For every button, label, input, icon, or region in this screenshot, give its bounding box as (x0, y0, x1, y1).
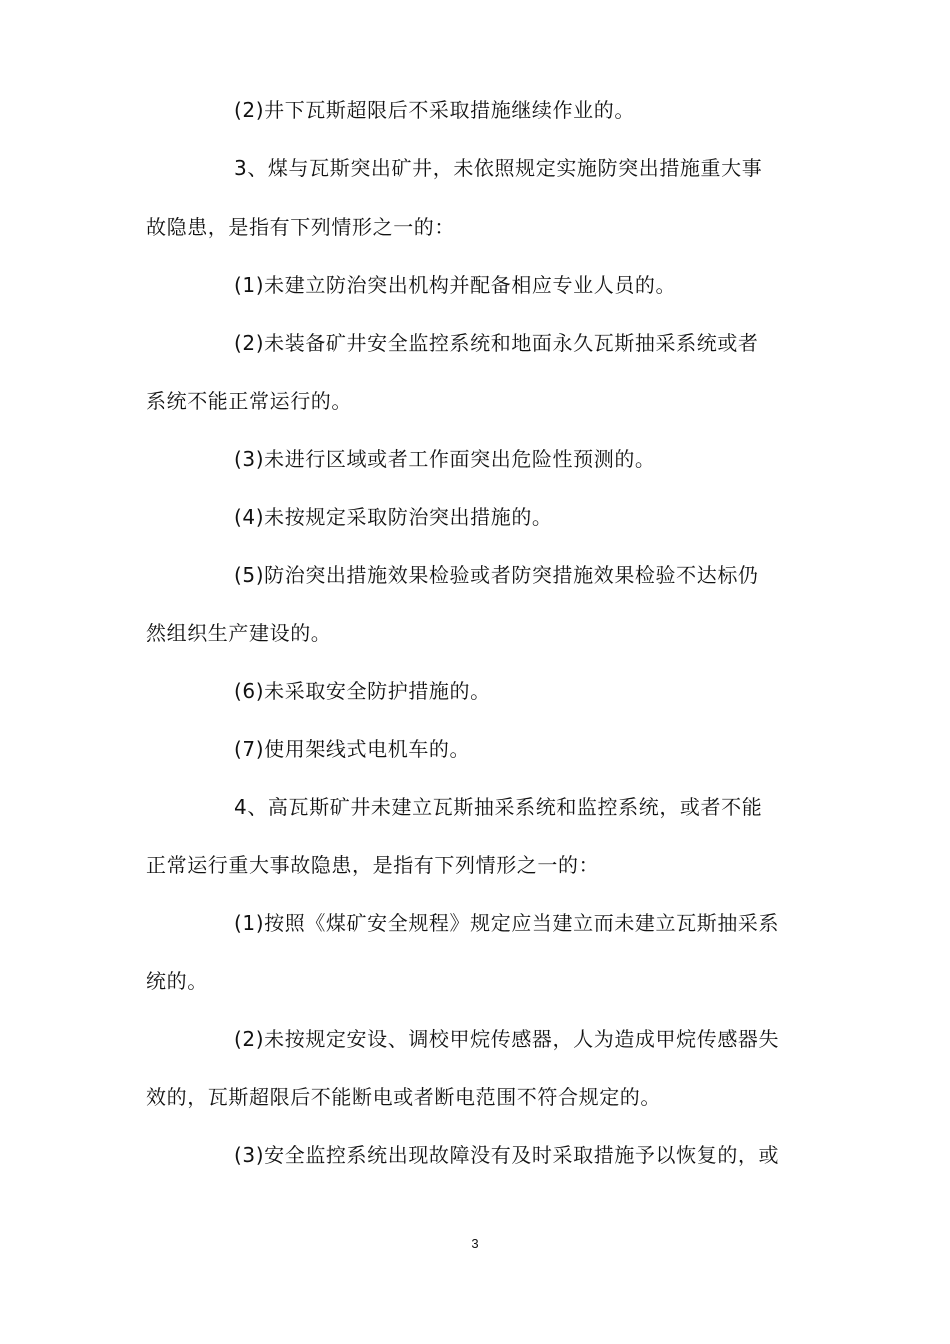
text-line: (2)井下瓦斯超限后不采取措施继续作业的。 (234, 98, 635, 122)
text-line: 系统不能正常运行的。 (146, 389, 352, 413)
text-line: (1)按照《煤矿安全规程》规定应当建立而未建立瓦斯抽采系 (234, 911, 780, 935)
text-line: 4、高瓦斯矿井未建立瓦斯抽采系统和监控系统，或者不能 (234, 795, 763, 819)
text-line: 效的，瓦斯超限后不能断电或者断电范围不符合规定的。 (146, 1085, 661, 1109)
text-line: 3、煤与瓦斯突出矿井，未依照规定实施防突出措施重大事 (234, 156, 763, 180)
text-line: (3)安全监控系统出现故障没有及时采取措施予以恢复的，或 (234, 1143, 780, 1167)
text-line: 正常运行重大事故隐患，是指有下列情形之一的： (146, 853, 600, 877)
text-line: (2)未按规定安设、调校甲烷传感器，人为造成甲烷传感器失 (234, 1027, 780, 1051)
text-line: 然组织生产建设的。 (146, 621, 332, 645)
page-number: 3 (471, 1236, 479, 1251)
text-line: (2)未装备矿井安全监控系统和地面永久瓦斯抽采系统或者 (234, 331, 759, 355)
text-line: (6)未采取安全防护措施的。 (234, 679, 491, 703)
text-line: (5)防治突出措施效果检验或者防突措施效果检验不达标仍 (234, 563, 759, 587)
text-line: 故隐患，是指有下列情形之一的： (146, 215, 455, 239)
text-line: (7)使用架线式电机车的。 (234, 737, 471, 761)
text-line: (3)未进行区域或者工作面突出危险性预测的。 (234, 447, 656, 471)
text-line: (1)未建立防治突出机构并配备相应专业人员的。 (234, 273, 677, 297)
text-line: (4)未按规定采取防治突出措施的。 (234, 505, 553, 529)
text-line: 统的。 (146, 969, 208, 993)
